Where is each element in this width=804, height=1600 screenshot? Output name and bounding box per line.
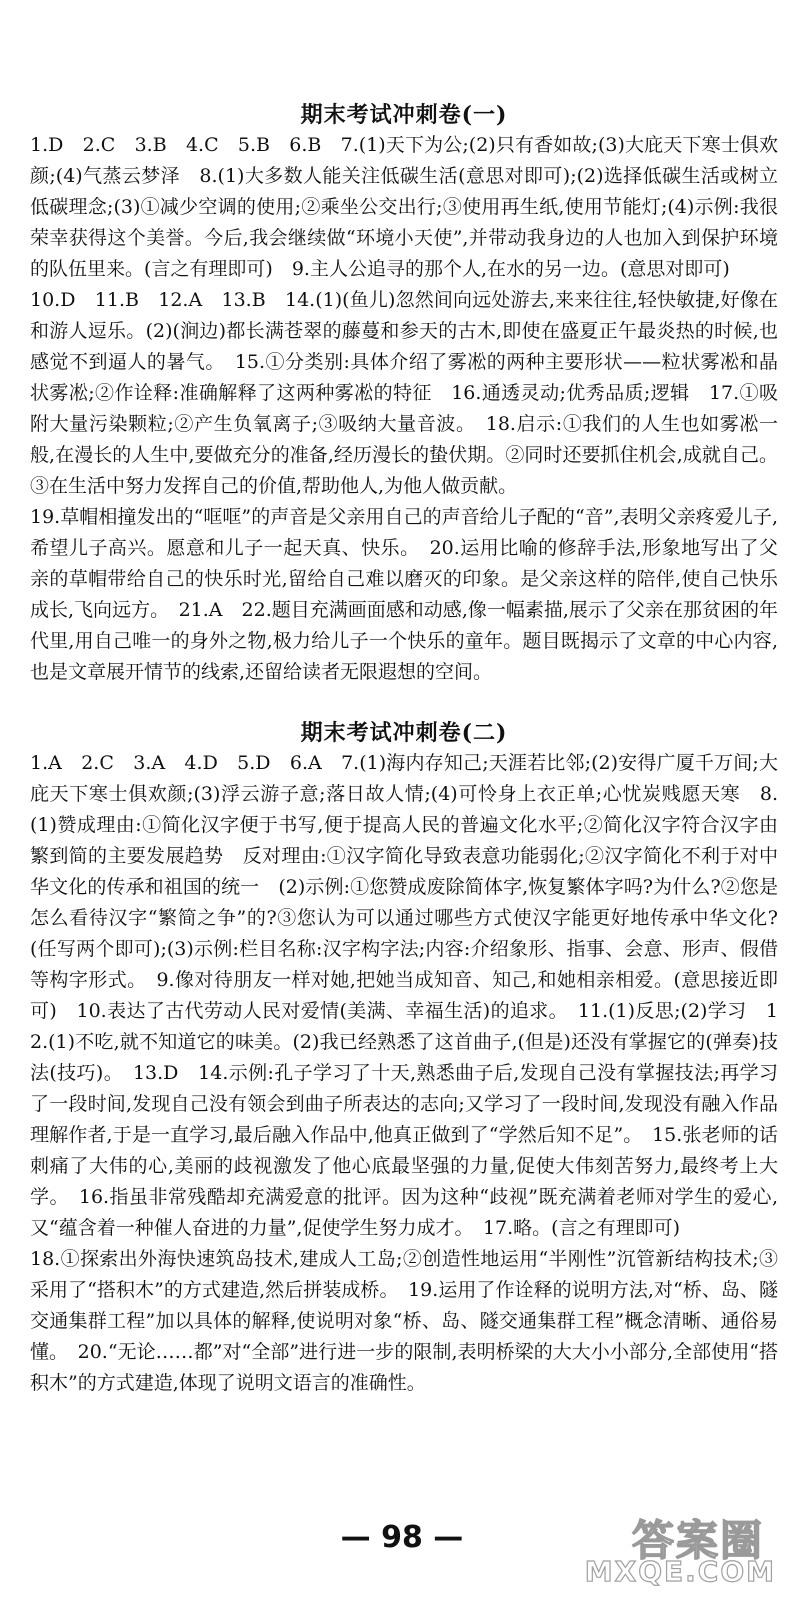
answer-paragraph: 10.D 11.B 12.A 13.B 14.(1)(鱼儿)忽然间向远处游去,来来往往,轻快敏捷,好像在和游人逗乐。(2)(涧边)都长满苍翠的藤蔓和参天的古木,即使在盛夏正午最炎热的时候,也感觉不到逼人的暑气。 15.①分类别:具体介绍了雾凇的两种主要形状——粒状雾凇和晶状雾凇;②作诠释:准确解释了这两种雾凇的特征 16.通透灵动;优秀品质;逻辑 17.①吸附大量污染颗粒;②产生负氧离子;③吸纳大量音波。 18.启示:①我们的人生也如雾凇一般,在漫长的人生中,要做充分的准备,经历漫长的蛰伏期。②同时还要抓住机会,成就自己。③在生活中努力发挥自己的价值,帮助他人,为他人做贡献。 <box>30 289 778 497</box>
exam-section-2 <box>30 718 778 1399</box>
watermark-mark: 答案圈 <box>631 1516 764 1565</box>
section-title: 期末考试冲刺卷(二) <box>300 720 508 746</box>
section-title: 期末考试冲刺卷(一) <box>300 102 508 128</box>
answer-paragraph: 19.草帽相撞发出的“哐哐”的声音是父亲用自己的声音给儿子配的“音”,表明父亲疼爱儿子,希望儿子高兴。愿意和儿子一起天真、快乐。 20.运用比喻的修辞手法,形象地写出了父亲的草帽带给自己的快乐时光,留给自己难以磨灭的印象。是父亲这样的陪伴,使自己快乐成长,飞向远方。 21.A 22.题目充满画面感和动感,像一幅素描,展示了父亲在那贫困的年代里,用自己唯一的身外之物,极力给儿子一个快乐的童年。题目既揭示了文章的中心内容,也是文章展开情节的线索,还留给读者无限遐想的空间。 <box>30 506 778 683</box>
exam-section-1 <box>30 100 778 688</box>
watermark-url: MXQE.COM <box>584 1555 776 1588</box>
answer-paragraph: 1.A 2.C 3.A 4.D 5.D 6.A 7.(1)海内存知己;天涯若比邻;(2)安得广厦千万间;大庇天下寒士俱欢颜;(3)浮云游子意;落日故人情;(4)可怜身上衣正单;心忧炭贱愿天寒 8.(1)赞成理由:①简化汉字便于书写,便于提高人民的普遍文化水平;②简化汉字符合汉字由繁到简的主要发展趋势 反对理由:①汉字简化导致表意功能弱化;②汉字简化不利于对中华文化的传承和祖国的统一 (2)示例:①您赞成废除简体字,恢复繁体字吗?为什么?②您是怎么看待汉字“繁简之争”的?③您认为可以通过哪些方式使汉字能更好地传承中华文化?(任写两个即可);(3)示例:栏目名称:汉字构字法;内容:介绍象形、指事、会意、形声、假借等构字形式。 9.像对待朋友一样对她,把她当成知音、知己,和她相亲相爱。(意思接近即可) 10.表达了古代劳动人民对爱情(美满、幸福生活)的追求。 11.(1)反思;(2)学习 12.(1)不吃,就不知道它的味美。(2)我已经熟悉了这首曲子,(但是)还没有掌握它的(弹奏)技法(技巧)。 13.D 14.示例:孔子学习了十天,熟悉曲子后,发现自己没有掌握技法;再学习了一段时间,发现自己没有领会到曲子所表达的志向;又学习了一段时间,发现没有融入作品理解作者,于是一直学习,最后融入作品中,他真正做到了“学然后知不足”。 15.张老师的话刺痛了大伟的心,美丽的歧视激发了他心底最坚强的力量,促使大伟刻苦努力,最终考上大学。 16.指虽非常残酷却充满爱意的批评。因为这种“歧视”既充满着老师对学生的爱心,又“蕴含着一种催人奋进的力量”,促使学生努力成才。 17.略。(言之有理即可) <box>30 752 778 1239</box>
page-number: — 98 — <box>340 1520 464 1555</box>
answer-paragraph: 18.①探索出外海快速筑岛技术,建成人工岛;②创造性地运用“半刚性”沉管新结构技术;③采用了“搭积木”的方式建造,然后拼装成桥。 19.运用了作诠释的说明方法,对“桥、岛、隧交通集群工程”加以具体的解释,使说明对象“桥、岛、隧交通集群工程”概念清晰、通俗易懂。 20.“无论……都”对“全部”进行进一步的限制,表明桥梁的大大小小部分,全部使用“搭积木”的方式建造,体现了说明文语言的准确性。 <box>30 1248 778 1394</box>
answer-paragraph: 1.D 2.C 3.B 4.C 5.B 6.B 7.(1)天下为公;(2)只有香如故;(3)大庇天下寒士俱欢颜;(4)气蒸云梦泽 8.(1)大多数人能关注低碳生活(意思对即可);(2)选择低碳生活或树立低碳理念;(3)①减少空调的使用;②乘坐公交出行;③使用再生纸,使用节能灯;(4)示例:我很荣幸获得这个美誉。今后,我会继续做“环境小天使”,并带动我身边的人也加入到保护环境的队伍里来。(言之有理即可) 9.主人公追寻的那个人,在水的另一边。(意思对即可) <box>30 134 778 280</box>
watermark-logo <box>584 1508 782 1588</box>
